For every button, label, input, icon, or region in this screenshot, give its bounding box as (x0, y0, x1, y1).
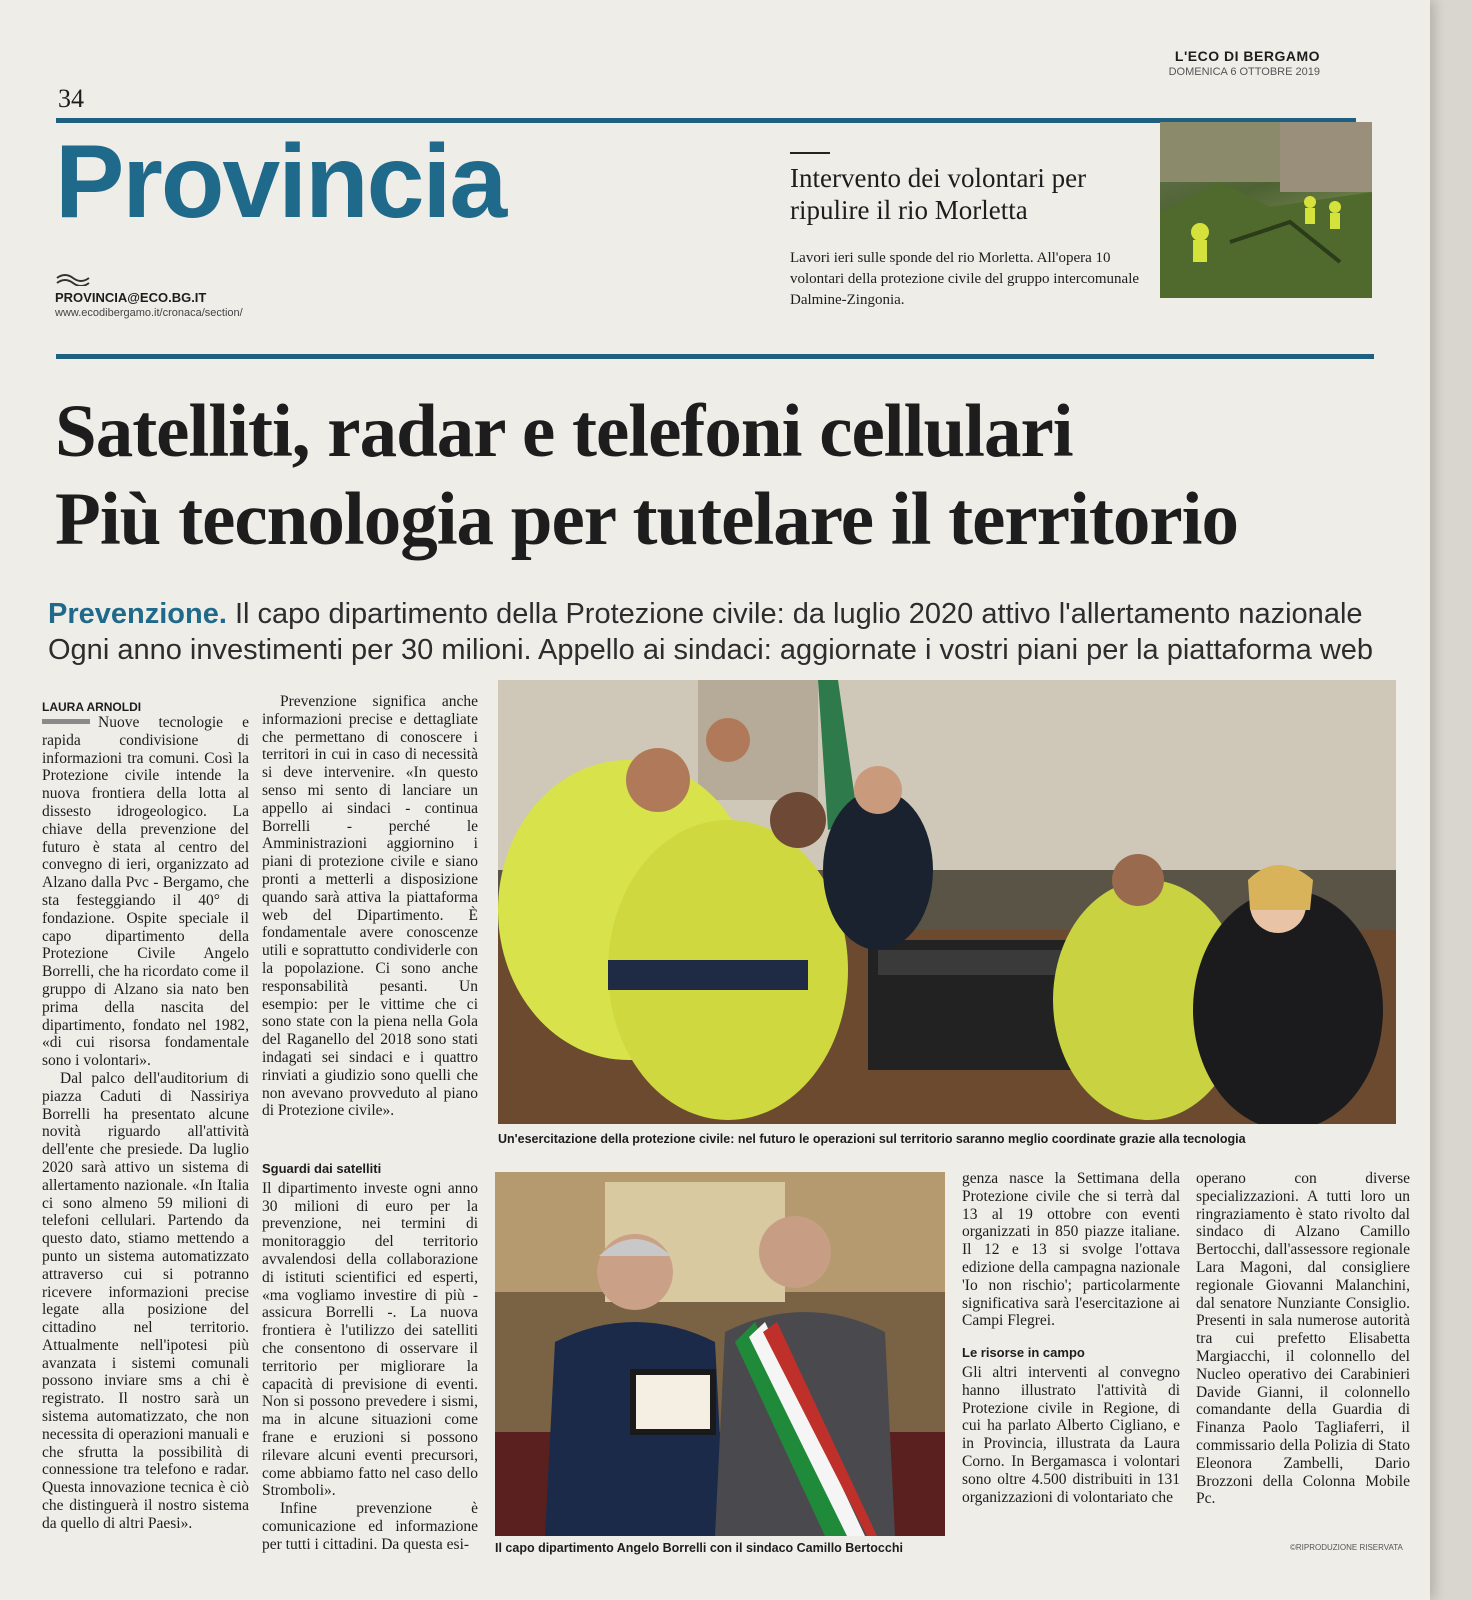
section-url[interactable]: www.ecodibergamo.it/cronaca/section/ (55, 307, 243, 319)
kicker: Prevenzione. (48, 598, 227, 630)
col3-paragraph-2: Gli altri interventi al convegno hanno illustrato l'attività di Protezione civile in Regione, di cui ha parlato Alberto Cigliano, e in Provincia, illustrata da Laura Corno. In Bergamasca i volontari sono oltre 4.500 distribuiti in 131 organizzazioni di volontariato che (962, 1363, 1180, 1506)
col2-paragraph-2: Il dipartimento investe ogni anno 30 milioni di euro per la prevenzione, nei termini di monitoraggio del territorio avvalendosi della collaborazione di istituti scientifici ed esperti, «ma vogliamo investire di più - assicura Borrelli -. La nuova frontiera è l'utilizzo dei satelliti che consentono di osservare il territorio per migliorare la capacità di previsione di eventi. Non si possono prevedere i sismi, ma in alcune situazioni come frane e eruzioni si possono rilevare alcuni eventi precursori, come abbiamo fatto nel caso dello Stromboli». (262, 1179, 478, 1500)
col1-paragraph-1: Nuove tecnologie e rapida condivisione di informazioni tra comuni. Così la Protezione civile intende la nuova frontiera della lotta al dissesto idrogeologico. La chiave della prevenzione del futuro è stata al centro del convegno di ieri, organizzato ad Alzano dalla Pvc - Bergamo, che sta festeggiando il 40° di fondazione. Ospite speciale il capo dipartimento della Protezione Civile Angelo Borrelli, che ha ricordato come il gruppo di Alzano sia nato ben prima della nascita del dipartimento, fondato nel 1982, «di cui risorsa fondamentale sono i volontari». (42, 714, 249, 1070)
subhead-text-1: Il capo dipartimento della Protezione civile: da luglio 2020 attivo l'allertamento nazionale (234, 598, 1363, 630)
teaser-rule (790, 152, 830, 154)
col3-paragraph-1: genza nasce la Settimana della Protezione civile che si terrà dal 13 al 19 ottobre con eventi organizzati in 850 piazze italiane. Il 12 e 13 si svolge l'ottava edizione della campagna nazionale 'Io non rischio'; particolarmente significativa sarà l'esercitazione ai Campi Flegrei. (962, 1170, 1180, 1330)
teaser-title: Intervento dei volontari per ripulire il rio Morletta (790, 163, 1087, 225)
subhead-line-2: Ogni anno investimenti per 30 milioni. Appello ai sindaci: aggiornate i vostri piani per la piattaforma web (48, 634, 1374, 666)
photo-caption-1: Un'esercitazione della protezione civile: nel futuro le operazioni sul territorio saranno meglio coordinate grazie alla tecnologia (498, 1132, 1246, 1146)
column-1 (42, 714, 249, 1533)
subhead-line-1 (48, 596, 1388, 632)
column-2-bottom (262, 1160, 478, 1554)
headline-line-2: Più tecnologia per tutelare il territorio (55, 478, 1238, 561)
mid-rule (56, 354, 1374, 359)
col1-paragraph-2: Dal palco dell'auditorium di piazza Caduti di Nassiriya Borrelli ha presentato alcune novità riguardo all'attività dell'ente che presiede. Da luglio 2020 sarà attivo un sistema di allertamento nazionale. «In Italia ci sono almeno 59 milioni di telefoni cellulari. Partendo da questo dato, stiamo mettendo a punto un sistema automatizzato attraverso cui si potranno ricevere informazioni precise legate alla posizione del cittadino nel territorio. Attualmente nell'ipotesi più avanzata i sistemi comunali possono inviare sms a chi è registrato. Il nostro sarà un sistema automatizzato, che non necessita di operazioni manuali e che sfrutta la possibilità di connessione tra telefono e radar. Questa innovazione tecnica è ciò che distinguerà il nostro sistema da quello di altri Paesi». (42, 1069, 249, 1532)
column-3 (962, 1170, 1180, 1506)
teaser-photo (1160, 122, 1372, 298)
exercise-photo (498, 680, 1396, 1124)
teaser-text: Lavori ieri sulle sponde del rio Morletta. All'opera 10 volontari della protezione civile del gruppo intercomunale Dalmine-Zingonia. (790, 250, 1140, 308)
volunteers-riverbank-image (1160, 122, 1372, 298)
column-2 (262, 693, 478, 1120)
column-4 (1196, 1170, 1410, 1508)
subtitle-satelliti: Sguardi dai satelliti (262, 1161, 382, 1176)
borrelli-bertocchi-image (495, 1172, 945, 1536)
borrelli-photo (495, 1172, 945, 1536)
section-email[interactable]: PROVINCIA@ECO.BG.IT (55, 290, 207, 305)
page-number: 34 (58, 84, 84, 113)
col2-paragraph-1: Prevenzione significa anche informazioni precise e dettagliate che permettano di conoscere i territori in cui in caso di necessità si deve intervenire. «In questo senso mi sento di lanciare un appello ai sindaci - continua Borrelli - perché le Amministrazioni aggiornino i piani di protezione civile e siano pronti a metterli a disposizione quando sarà attiva la piattaforma web del Dipartimento. È fondamentale avere conoscenze utili e soprattutto condividerle con la popolazione. Ci sono anche responsabilità pesanti. Un esempio: per le vittime che ci sono state con la piena nella Gola del Raganello del 2018 sono stati indagati sei sindaci e i quattro rinviati a giudizio sono quelli che non avevano provveduto al piano di Protezione civile». (262, 693, 478, 1120)
byline: LAURA ARNOLDI (42, 700, 142, 714)
paper-date: DOMENICA 6 OTTOBRE 2019 (1168, 66, 1320, 78)
col2-paragraph-3: Infine prevenzione è comunicazione ed informazione per tutti i cittadini. Da questa esi- (262, 1500, 478, 1553)
col4-paragraph-1: operano con diverse specializzazioni. A tutti loro un ringraziamento è stato rivolto dal sindaco di Alzano Camillo Bertocchi, dall'assessore regionale Lara Magoni, dal consigliere regionale Giovanni Malanchini, dal senatore Nunziante Consiglio. Presenti in sala numerose autorità tra cui prefetto Elisabetta Margiacchi, il colonnello del Nucleo operativo dei Carabinieri Davide Gianni, il colonnello comandante della Guardia di Finanza Paolo Tagliaferri, il commissario della Polizia di Stato Eleonora Zambelli, Dario Brozzoni della Colonna Mobile Pc. (1196, 1170, 1410, 1508)
volunteers-exercise-image (498, 680, 1396, 1124)
section-title: Provincia (55, 124, 506, 240)
copyright: ©RIPRODUZIONE RISERVATA (1290, 1543, 1403, 1552)
wave-logo-icon (56, 272, 90, 286)
subhead (48, 596, 1388, 668)
photo-caption-2: Il capo dipartimento Angelo Borrelli con il sindaco Camillo Bertocchi (495, 1541, 903, 1555)
headline-line-1: Satelliti, radar e telefoni cellulari (55, 390, 1073, 473)
paper-name: L'ECO DI BERGAMO (1174, 48, 1320, 64)
headline (55, 388, 1385, 564)
subtitle-risorse: Le risorse in campo (962, 1345, 1085, 1361)
